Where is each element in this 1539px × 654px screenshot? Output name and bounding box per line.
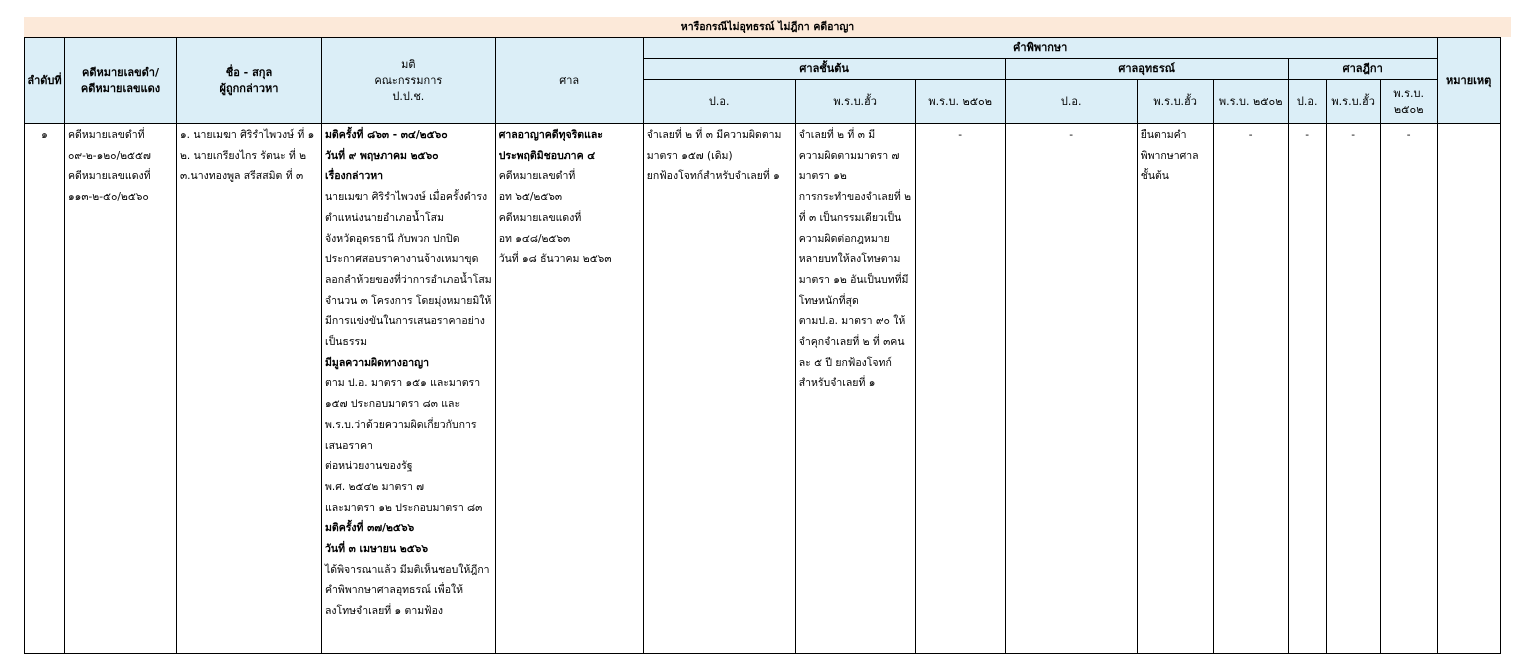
- resolution-line: ตาม ป.อ. มาตรา ๑๕๑ และมาตรา: [325, 377, 481, 390]
- first-instance-verdict-line: ที่ ๓ เป็นกรรมเดียวเป็น: [798, 211, 902, 224]
- row-remark: [1437, 124, 1500, 654]
- resolution-line: ประกาศสอบราคางานจ้างเหมาขุด: [325, 253, 479, 266]
- header-first-prb-collusion: พ.ร.บ.ฮั้ว: [795, 80, 915, 124]
- court-line: ประพฤติมิชอบภาค ๔: [498, 149, 596, 162]
- resolution-line: เป็นธรรม: [325, 336, 368, 349]
- resolution-line: ลงโทษจำเลยที่ ๑ ตามฟ้อง: [325, 605, 444, 618]
- header-first-po: ป.อ.: [643, 80, 795, 124]
- first-instance-verdict-line: การกระทำของจำเลยที่ ๒: [798, 191, 912, 204]
- header-court: ศาล: [495, 38, 643, 124]
- row-supreme-prb-2502: -: [1380, 124, 1437, 654]
- row-appeal-prb-2502: -: [1213, 124, 1288, 654]
- header-first-instance: ศาลชั้นต้น: [643, 59, 1005, 80]
- resolution-line: ๑๕๗ ประกอบมาตรา ๘๓ และ: [325, 398, 461, 411]
- resolution-line: ตำแหน่งนายอำเภอน้ำโสม: [325, 211, 444, 224]
- first-instance-verdict-line: มาตรา ๑๒: [798, 170, 847, 183]
- case-table: [24, 37, 1501, 654]
- first-instance-verdict-line: โทษหนักที่สุด: [798, 294, 859, 307]
- row-first-prb-collusion: [795, 124, 915, 654]
- row-first-po: จำเลยที่ ๒ ที่ ๓ มีความผิดตาม มาตรา ๑๕๗ (เดิม) ยกฟ้องโจทก์สำหรับจำเลยที่ ๑: [643, 124, 795, 654]
- court-line: คดีหมายเลขแดงที่: [498, 211, 582, 224]
- first-instance-verdict-line: ละ ๕ ปี ยกฟ้องโจทก์: [798, 356, 892, 369]
- resolution-line: ต่อหน่วยงานของรัฐ: [325, 460, 413, 473]
- row-appeal-po: -: [1005, 124, 1137, 654]
- resolution-line: วันที่ ๓ เมษายน ๒๕๖๖: [325, 543, 428, 556]
- row-case-no: คดีหมายเลขดำที่ ๐๙-๒-๑๒๐/๒๕๕๗ คดีหมายเลขแดงที่ ๑๑๓-๒-๕๐/๒๕๖๐: [65, 124, 177, 654]
- resolution-line: และมาตรา ๑๒ ประกอบมาตรา ๘๓: [325, 501, 483, 514]
- resolution-line: คำพิพากษาศาลอุทธรณ์ เพื่อให้: [325, 584, 464, 597]
- header-appeal-po: ป.อ.: [1005, 80, 1137, 124]
- resolution-line: มติครั้งที่ ๘๖๓ - ๓๔/๒๕๖๐: [325, 129, 448, 141]
- header-first-prb-2502: พ.ร.บ. ๒๕๐๒: [915, 80, 1005, 124]
- header-supreme-prb-collusion: พ.ร.บ.ฮั้ว: [1326, 80, 1380, 124]
- table-row: [25, 124, 1501, 654]
- resolution-line: มีการแข่งขันในการเสนอราคาอย่าง: [325, 315, 485, 328]
- resolution-line: นายเมฆา ศิริรำไพวงษ์ เมื่อครั้งดำรง: [325, 191, 488, 204]
- header-supreme-po: ป.อ.: [1288, 80, 1326, 124]
- resolution-line: เสนอราคา: [325, 439, 373, 452]
- first-instance-verdict-line: ตามป.อ. มาตรา ๙๐ ให้: [798, 315, 906, 328]
- row-first-prb-2502: -: [915, 124, 1005, 654]
- court-line: ศาลอาญาคดีทุจริตและ: [498, 129, 603, 141]
- resolution-line: วันที่ ๙ พฤษภาคม ๒๕๖๐: [325, 149, 439, 162]
- header-supreme-court: ศาลฎีกา: [1288, 59, 1437, 80]
- header-appeal-court: ศาลอุทธรณ์: [1005, 59, 1288, 80]
- first-instance-verdict-line: สำหรับจำเลยที่ ๑: [798, 377, 876, 390]
- header-accused-name: ชื่อ - สกุล ผู้ถูกกล่าวหา: [177, 38, 322, 124]
- resolution-line: จำนวน ๓ โครงการ โดยมุ่งหมายมิให้: [325, 294, 492, 307]
- court-line: คดีหมายเลขดำที่: [498, 170, 576, 183]
- row-supreme-po: -: [1288, 124, 1326, 654]
- resolution-line: ได้พิจารณาแล้ว มีมติเห็นชอบให้ฎีกา: [325, 563, 490, 576]
- header-supreme-prb-2502: พ.ร.บ. ๒๕๐๒: [1380, 80, 1437, 124]
- resolution-line: ลอกลำห้วยของที่ว่าการอำเภอน้ำโสม: [325, 273, 492, 286]
- resolution-line: พ.ศ. ๒๕๔๒ มาตรา ๗: [325, 480, 425, 493]
- sheet-title: หารือกรณีไม่อุทธรณ์ ไม่ฎีกา คดีอาญา: [24, 17, 1511, 37]
- resolution-line: เรื่องกล่าวหา: [325, 170, 384, 183]
- row-resolution: [322, 124, 496, 654]
- resolution-line: จังหวัดอุดรธานี กับพวก ปกปิด: [325, 232, 460, 245]
- header-remark: หมายเหตุ: [1437, 38, 1500, 124]
- resolution-line: มีมูลความผิดทางอาญา: [325, 356, 429, 369]
- row-accused-names: ๑. นายเมฆา ศิริรำไพวงษ์ ที่ ๑ ๒. นายเกรียงไกร รัตนะ ที่ ๒ ๓.นางทองพูล สรีสสมิต ที่ ๓: [177, 124, 322, 654]
- first-instance-verdict-line: จำคุกจำเลยที่ ๒ ที่ ๓คน: [798, 336, 905, 349]
- row-court: [495, 124, 643, 654]
- header-appeal-prb-collusion: พ.ร.บ.ฮั้ว: [1137, 80, 1213, 124]
- first-instance-verdict-line: ความผิดต่อกฎหมาย: [798, 232, 890, 245]
- row-no: ๑: [25, 124, 65, 654]
- row-appeal-prb-collusion: ยืนตามคำ พิพากษาศาล ชั้นต้น: [1137, 124, 1213, 654]
- header-case-no: คดีหมายเลขดำ/ คดีหมายเลขแดง: [65, 38, 177, 124]
- court-line: วันที่ ๑๘ ธันวาคม ๒๕๖๓: [498, 253, 612, 266]
- court-line: อท ๖๕/๒๕๖๓: [498, 191, 563, 204]
- resolution-line: มติครั้งที่ ๓๗/๒๕๖๖: [325, 522, 415, 535]
- first-instance-verdict-line: จำเลยที่ ๒ ที่ ๓ มี: [798, 129, 876, 141]
- first-instance-verdict-line: ความผิดตามมาตรา ๗: [798, 149, 900, 162]
- row-supreme-prb-collusion: -: [1326, 124, 1380, 654]
- first-instance-verdict-line: มาตรา ๑๒ อันเป็นบทที่มี: [798, 273, 909, 286]
- resolution-line: พ.ร.บ.ว่าด้วยความผิดเกี่ยวกับการ: [325, 418, 477, 431]
- header-no: ลำดับที่: [25, 38, 65, 124]
- header-resolution: มติ คณะกรรมการ ป.ป.ช.: [322, 38, 496, 124]
- header-appeal-prb-2502: พ.ร.บ. ๒๕๐๒: [1213, 80, 1288, 124]
- header-judgment: คำพิพากษา: [643, 38, 1437, 59]
- court-line: อท ๑๔๘/๒๕๖๓: [498, 232, 571, 245]
- first-instance-verdict-line: หลายบทให้ลงโทษตาม: [798, 253, 901, 266]
